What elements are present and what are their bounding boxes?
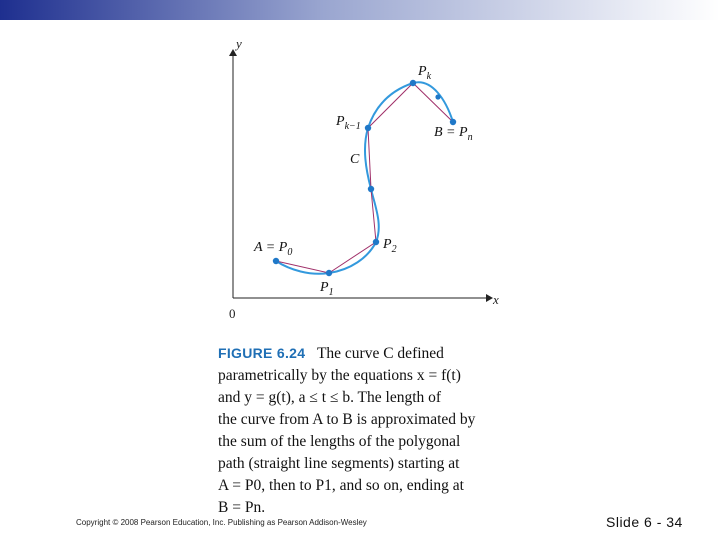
caption-line-1: FIGURE 6.24 The curve C defined (218, 345, 444, 362)
figure-caption (218, 342, 508, 519)
point-mid (368, 186, 374, 192)
figure-label: FIGURE 6.24 (218, 345, 306, 361)
label-pk: $P_k$ (418, 64, 432, 82)
y-axis-label: y (236, 36, 242, 51)
point-p2 (373, 239, 379, 245)
point-pk-1 (365, 125, 371, 131)
label-pk-1: $P_{k-1}$ (336, 114, 361, 132)
point-pk (410, 80, 416, 86)
label-p2: $P_2$ (383, 237, 397, 255)
point-a (273, 258, 279, 264)
caption-line-2: parametrically by the equations x = f(t) (218, 367, 461, 384)
x-axis-label: x (493, 292, 499, 307)
label-p1: $P_1$ (320, 280, 334, 298)
label-b-pn: $B = P_n$ (434, 125, 473, 143)
label-a-p0: $A = P_0$ (254, 240, 293, 258)
caption-line-5: the sum of the lengths of the polygonal (218, 433, 461, 450)
origin-label: 0 (229, 306, 236, 321)
polygonal-path (276, 83, 453, 273)
caption-line-8: B = Pn. (218, 499, 266, 516)
slide-number: Slide 6 - 34 (606, 514, 683, 530)
copyright-notice: Copyright © 2008 Pearson Education, Inc. Publishing as Pearson Addison-Wesley (76, 518, 367, 527)
curve-c (276, 82, 453, 273)
point-p1 (326, 270, 332, 276)
point-between (435, 94, 440, 99)
caption-line-7: A = P0, then to P1, and so on, ending at (218, 477, 464, 494)
caption-line-3: and y = g(t), a ≤ t ≤ b. The length of (218, 389, 442, 406)
curve-label: C (350, 152, 360, 167)
caption-line-4: the curve from A to B is approximated by (218, 411, 476, 428)
caption-line-6: path (straight line segments) starting at (218, 455, 460, 472)
